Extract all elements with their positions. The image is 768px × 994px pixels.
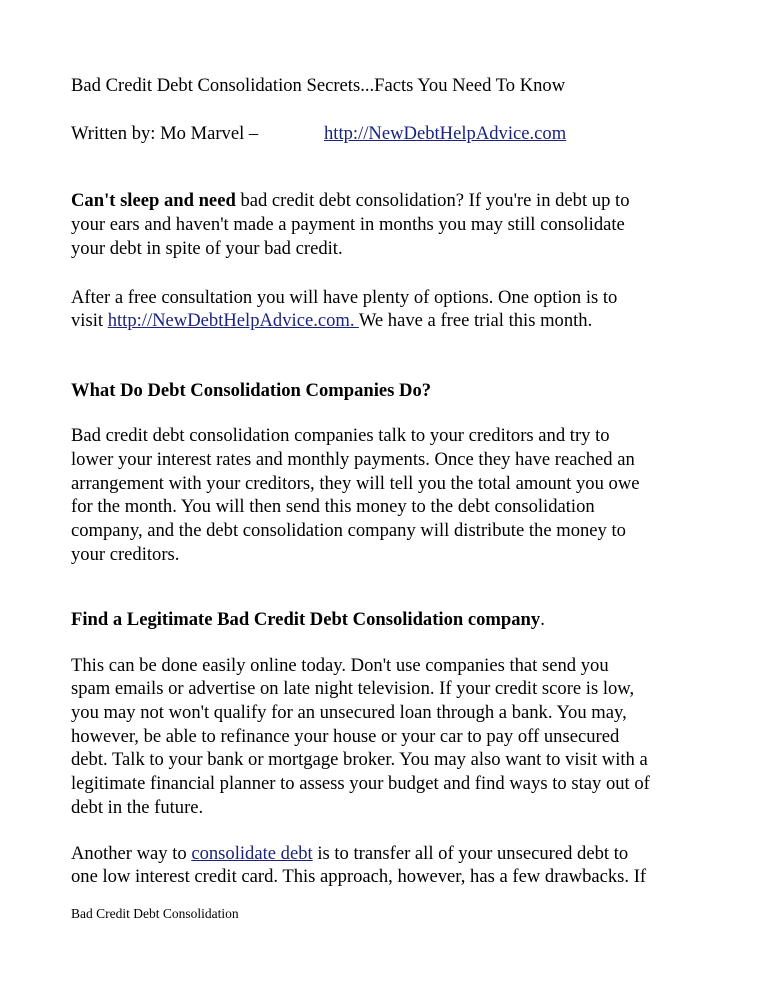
section2-heading [71,608,711,632]
section1-line-5: company, and the debt consolidation company will distribute the money to [71,520,626,541]
section2-line-7: debt in the future. [71,797,204,818]
options-link[interactable]: http://NewDebtHelpAdvice.com. [107,310,359,331]
closing-prefix: Another way to [71,843,192,864]
section2-heading-period: . [540,609,545,630]
section1-line-6: your creditors. [71,544,180,565]
page-footer: Bad Credit Debt Consolidation [71,906,239,921]
options-visit: visit [71,310,108,331]
closing-line-1 [71,842,711,866]
section1-heading: What Do Debt Consolidation Companies Do? [71,380,432,401]
section2-line-2: spam emails or advertise on late night television. If your credit score is low, [71,678,635,699]
section2-line-4: however, be able to refinance your house or your car to pay off unsecured [71,726,620,747]
consolidate-debt-link[interactable]: consolidate debt [191,843,313,864]
section1-line-1: Bad credit debt consolidation companies talk to your creditors and try to [71,425,610,446]
intro-line-3: your debt in spite of your bad credit. [71,238,343,259]
section2-line-1: This can be done easily online today. Don't use companies that send you [71,655,609,676]
section2-heading-text: Find a Legitimate Bad Credit Debt Consolidation company [71,609,541,630]
section2-line-6: legitimate financial planner to assess your budget and find ways to stay out of [71,773,650,794]
byline [71,122,711,146]
document-title: Bad Credit Debt Consolidation Secrets...Facts You Need To Know [71,75,566,96]
intro-line-1 [71,189,711,213]
options-line-2 [71,309,711,333]
section2-line-5: debt. Talk to your bank or mortgage broker. You may also want to visit with a [71,749,648,770]
section2-line-3: you may not won't qualify for an unsecured loan through a bank. You may, [71,702,627,723]
section1-line-4: for the month. You will then send this money to the debt consolidation [71,496,595,517]
options-trial: We have a free trial this month. [358,310,593,331]
byline-link[interactable]: http://NewDebtHelpAdvice.com [324,123,567,144]
options-line-1: After a free consultation you will have plenty of options. One option is to [71,287,618,308]
section1-line-2: lower your interest rates and monthly payments. Once they have reached an [71,449,635,470]
closing-suffix: is to transfer all of your unsecured debt to [312,843,629,864]
byline-author: Written by: Mo Marvel – [71,123,259,144]
intro-lead: Can't sleep and need [71,190,241,211]
intro-line-2: your ears and haven't made a payment in months you may still consolidate [71,214,625,235]
section1-line-3: arrangement with your creditors, they will tell you the total amount you owe [71,473,640,494]
closing-line-2: one low interest credit card. This approach, however, has a few drawbacks. If [71,866,647,887]
intro-line-1-text: bad credit debt consolidation? If you're in debt up to [240,190,630,211]
